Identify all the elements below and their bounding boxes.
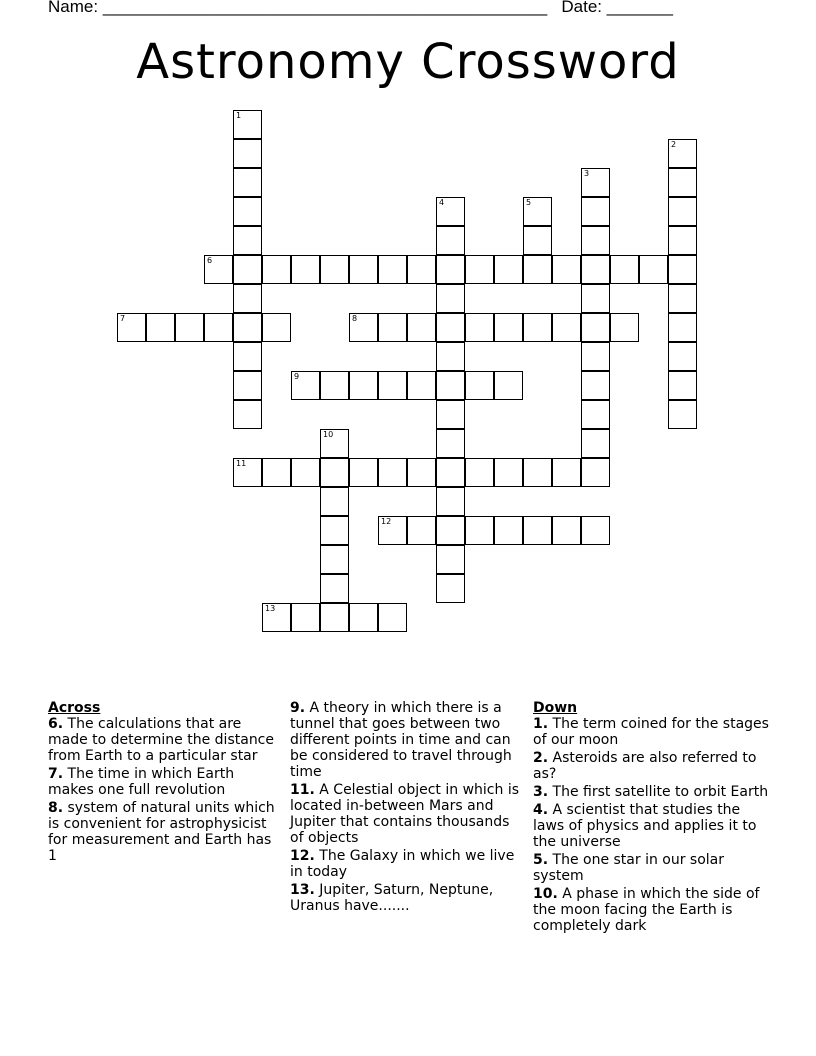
crossword-cell[interactable] — [581, 371, 610, 400]
clue-down-5: 5. The one star in our solar system — [533, 852, 725, 884]
clue-across-7: 7. The time in which Earth makes one full revolution — [48, 766, 235, 798]
crossword-cell[interactable] — [668, 400, 697, 429]
crossword-cell[interactable] — [552, 255, 581, 284]
clue-number: 3 — [584, 169, 590, 178]
crossword-cell[interactable] — [320, 255, 349, 284]
crossword-cell[interactable] — [436, 255, 465, 284]
crossword-cell[interactable] — [349, 371, 378, 400]
crossword-cell[interactable] — [494, 516, 523, 545]
clue-down-10: 10. A phase in which the side of the moon facing the Earth is completely dark — [533, 886, 760, 934]
crossword-cell[interactable] — [668, 226, 697, 255]
crossword-cell[interactable] — [523, 197, 552, 226]
crossword-cell[interactable] — [581, 313, 610, 342]
clue-number: 2 — [671, 140, 677, 149]
clue-number: 11 — [236, 459, 247, 468]
across-clues-column-2 — [290, 700, 526, 916]
crossword-cell[interactable] — [407, 458, 436, 487]
crossword-cell[interactable] — [436, 516, 465, 545]
crossword-cell[interactable] — [436, 400, 465, 429]
crossword-cell[interactable] — [523, 226, 552, 255]
crossword-cell[interactable] — [436, 342, 465, 371]
crossword-cell[interactable] — [436, 458, 465, 487]
crossword-cell[interactable] — [465, 458, 494, 487]
crossword-cell[interactable] — [523, 458, 552, 487]
crossword-cell[interactable] — [233, 342, 262, 371]
crossword-cell[interactable] — [233, 168, 262, 197]
date-label: Date: — [561, 0, 602, 16]
crossword-cell[interactable] — [436, 574, 465, 603]
clue-number: 4 — [439, 198, 445, 207]
clue-number: 8 — [352, 314, 358, 323]
name-line[interactable]: _______________________________________________ — [102, 0, 548, 16]
crossword-cell[interactable] — [378, 516, 407, 545]
crossword-cell[interactable] — [320, 545, 349, 574]
crossword-cell[interactable] — [436, 429, 465, 458]
crossword-cell[interactable] — [523, 516, 552, 545]
crossword-cell[interactable] — [494, 458, 523, 487]
crossword-cell[interactable] — [436, 197, 465, 226]
crossword-cell[interactable] — [204, 255, 233, 284]
clue-across-9: 9. A theory in which there is a tunnel that goes between two different points in time and can be considered to travel through time — [290, 700, 512, 780]
clue-down-2: 2. Asteroids are also referred to as? — [533, 750, 757, 782]
crossword-cell[interactable] — [523, 313, 552, 342]
crossword-cell[interactable] — [378, 313, 407, 342]
clue-across-6: 6. The calculations that are made to determine the distance from Earth to a particular star — [48, 716, 274, 764]
crossword-cell[interactable] — [581, 429, 610, 458]
crossword-cell[interactable] — [436, 226, 465, 255]
crossword-cell[interactable] — [233, 371, 262, 400]
crossword-cell[interactable] — [581, 516, 610, 545]
crossword-cell[interactable] — [291, 371, 320, 400]
crossword-cell[interactable] — [465, 516, 494, 545]
crossword-cell[interactable] — [523, 255, 552, 284]
crossword-cell[interactable] — [320, 574, 349, 603]
crossword-cell[interactable] — [581, 197, 610, 226]
crossword-cell[interactable] — [349, 313, 378, 342]
crossword-cell[interactable] — [262, 458, 291, 487]
crossword-cell[interactable] — [233, 458, 262, 487]
crossword-cell[interactable] — [465, 313, 494, 342]
clue-number: 13 — [265, 604, 276, 613]
clue-across-13: 13. Jupiter, Saturn, Neptune, Uranus have....... — [290, 882, 494, 914]
crossword-cell[interactable] — [668, 168, 697, 197]
crossword-cell[interactable] — [378, 603, 407, 632]
clue-number: 1 — [236, 111, 242, 120]
crossword-cell[interactable] — [610, 313, 639, 342]
crossword-cell[interactable] — [320, 603, 349, 632]
crossword-cell[interactable] — [436, 545, 465, 574]
date-line[interactable]: _______ — [606, 0, 673, 16]
crossword-cell[interactable] — [581, 226, 610, 255]
crossword-cell[interactable] — [668, 139, 697, 168]
clue-number: 6 — [207, 256, 213, 265]
clue-number: 5 — [526, 198, 532, 207]
crossword-cell[interactable] — [349, 458, 378, 487]
crossword-cell[interactable] — [465, 371, 494, 400]
name-label: Name: — [48, 0, 99, 16]
crossword-cell[interactable] — [175, 313, 204, 342]
crossword-cell[interactable] — [494, 255, 523, 284]
crossword-cell[interactable] — [668, 371, 697, 400]
crossword-cell[interactable] — [407, 516, 436, 545]
crossword-cell[interactable] — [581, 458, 610, 487]
crossword-cell[interactable] — [407, 313, 436, 342]
clue-across-8: 8. system of natural units which is convenient for astrophysicist for measurement and Earth has 1 — [48, 800, 275, 864]
crossword-cell[interactable] — [233, 284, 262, 313]
crossword-cell[interactable] — [639, 255, 668, 284]
crossword-cell[interactable] — [233, 400, 262, 429]
crossword-cell[interactable] — [494, 313, 523, 342]
crossword-cell[interactable] — [146, 313, 175, 342]
crossword-cell[interactable] — [552, 313, 581, 342]
clue-across-12: 12. The Galaxy in which we live in today — [290, 848, 515, 880]
crossword-cell[interactable] — [668, 255, 697, 284]
crossword-cell[interactable] — [320, 429, 349, 458]
across-heading: Across — [48, 700, 101, 716]
clue-down-4: 4. A scientist that studies the laws of physics and applies it to the universe — [533, 802, 757, 850]
down-clues-column — [533, 700, 769, 936]
crossword-cell[interactable] — [320, 371, 349, 400]
crossword-cell[interactable] — [291, 458, 320, 487]
crossword-cell[interactable] — [436, 487, 465, 516]
crossword-cell[interactable] — [668, 342, 697, 371]
crossword-cell[interactable] — [320, 458, 349, 487]
crossword-cell[interactable] — [581, 168, 610, 197]
page-title: Astronomy Crossword — [136, 34, 680, 90]
crossword-cell[interactable] — [465, 255, 494, 284]
crossword-cell[interactable] — [117, 313, 146, 342]
crossword-cell[interactable] — [668, 313, 697, 342]
clue-down-3: 3. The first satellite to orbit Earth — [533, 784, 769, 800]
crossword-cell[interactable] — [552, 516, 581, 545]
crossword-cell[interactable] — [552, 458, 581, 487]
crossword-cell[interactable] — [581, 400, 610, 429]
crossword-cell[interactable] — [233, 110, 262, 139]
clue-number: 10 — [323, 430, 334, 439]
crossword-cell[interactable] — [436, 371, 465, 400]
crossword-cell[interactable] — [378, 255, 407, 284]
across-clues-column-1 — [48, 700, 280, 866]
crossword-cell[interactable] — [581, 342, 610, 371]
crossword-cell[interactable] — [262, 313, 291, 342]
clue-number: 7 — [120, 314, 126, 323]
crossword-cell[interactable] — [262, 603, 291, 632]
crossword-cell[interactable] — [668, 284, 697, 313]
crossword-cell[interactable] — [407, 255, 436, 284]
crossword-cell[interactable] — [349, 255, 378, 284]
crossword-cell[interactable] — [233, 226, 262, 255]
crossword-cell[interactable] — [320, 516, 349, 545]
crossword-cell[interactable] — [233, 139, 262, 168]
crossword-cell[interactable] — [262, 255, 291, 284]
crossword-cell[interactable] — [581, 255, 610, 284]
crossword-cell[interactable] — [204, 313, 233, 342]
crossword-cell[interactable] — [233, 255, 262, 284]
clue-down-1: 1. The term coined for the stages of our moon — [533, 716, 769, 748]
crossword-cell[interactable] — [494, 371, 523, 400]
crossword-cell[interactable] — [349, 603, 378, 632]
crossword-cell[interactable] — [291, 255, 320, 284]
crossword-cell[interactable] — [378, 371, 407, 400]
crossword-cell[interactable] — [668, 197, 697, 226]
crossword-cell[interactable] — [407, 371, 436, 400]
crossword-cell[interactable] — [378, 458, 407, 487]
crossword-cell[interactable] — [233, 197, 262, 226]
crossword-cell[interactable] — [320, 487, 349, 516]
clue-across-11: 11. A Celestial object in which is located in-between Mars and Jupiter that contains thousands of objects — [290, 782, 519, 846]
clue-number: 12 — [381, 517, 392, 526]
clue-number: 9 — [294, 372, 300, 381]
crossword-cell[interactable] — [436, 284, 465, 313]
crossword-cell[interactable] — [581, 284, 610, 313]
crossword-cell[interactable] — [291, 603, 320, 632]
down-heading: Down — [533, 700, 578, 716]
crossword-cell[interactable] — [436, 313, 465, 342]
crossword-cell[interactable] — [233, 313, 262, 342]
crossword-cell[interactable] — [610, 255, 639, 284]
